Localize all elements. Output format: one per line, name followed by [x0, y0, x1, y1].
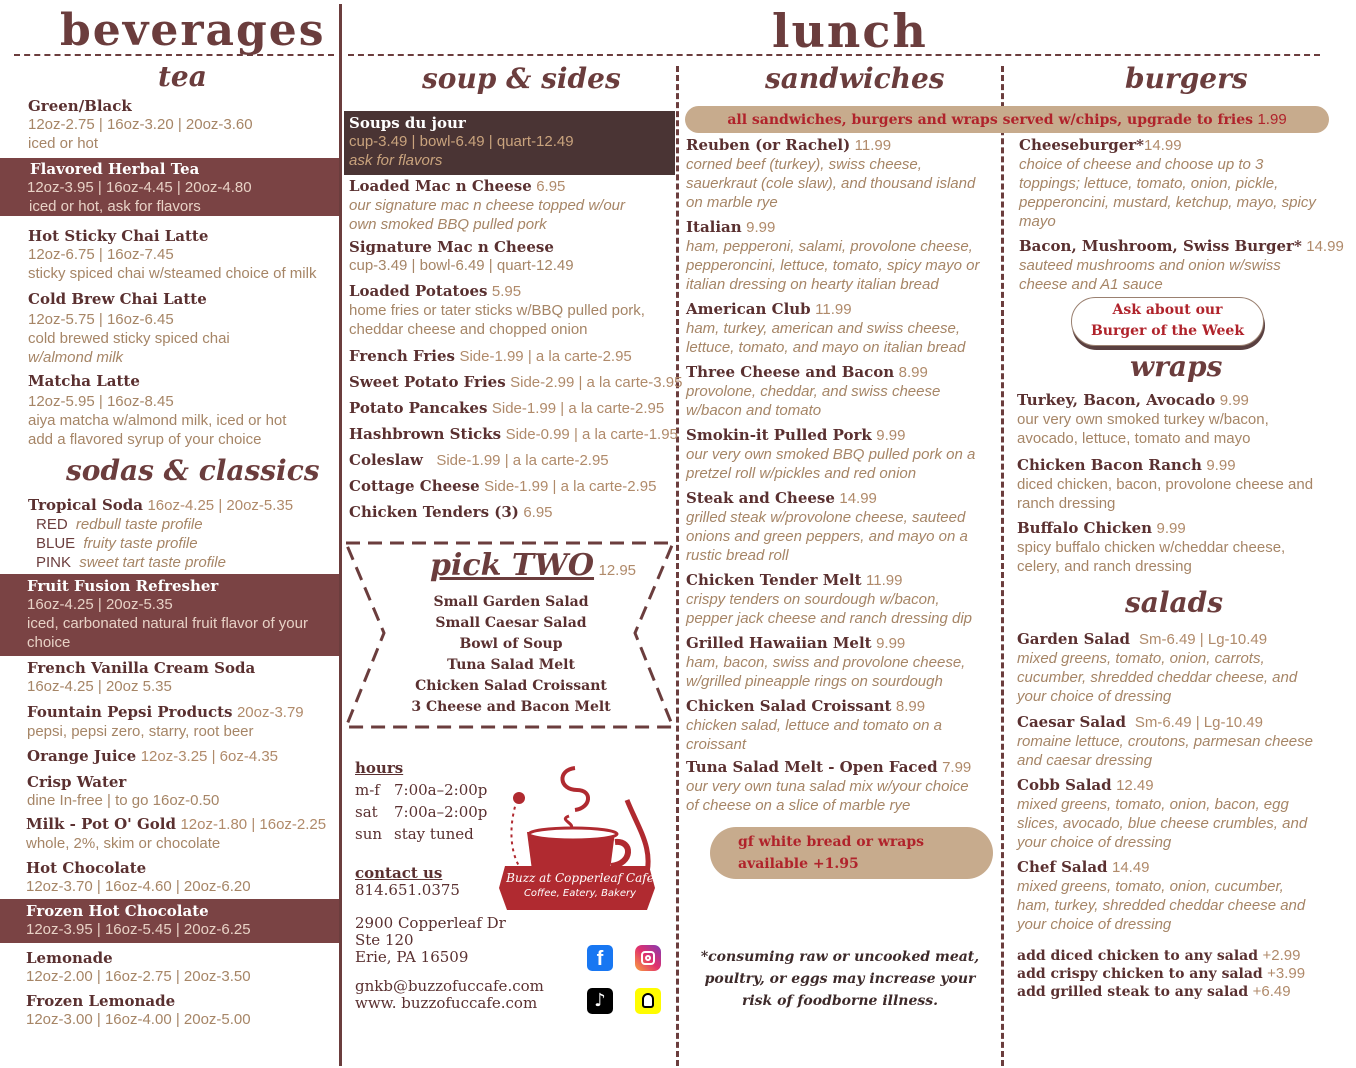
badge-line: Burger of the Week	[1090, 323, 1245, 339]
warning-line: risk of foodborne illness.	[741, 993, 938, 1009]
item-desc: our very own tuna salad mix w/your choice	[686, 778, 969, 795]
item-desc: pepperoncini, lettuce, tomato, spicy mayo or	[686, 257, 980, 274]
item-name: Cold Brew Chai Latte	[28, 290, 207, 308]
lunch-title: lunch	[772, 4, 928, 58]
menu-item-american-club	[686, 300, 965, 357]
menu-item-steak-cheese	[686, 489, 968, 565]
item-name: Buffalo Chicken	[1017, 519, 1153, 537]
pick-option: Small Caesar Salad	[435, 615, 587, 631]
item-price: 16oz-4.25 | 20oz 5.35	[27, 678, 172, 695]
hours-row: sun stay tuned	[355, 825, 474, 843]
item-price: 14.99	[1306, 238, 1344, 255]
menu-item-fruit-fusion	[0, 574, 339, 656]
item-desc: slices, avocado, blue cheese crumbles, and	[1017, 815, 1308, 832]
item-desc: crispy tenders on sourdough w/bacon,	[686, 591, 940, 608]
item-price: 12oz-1.80 | 16oz-2.25	[180, 816, 327, 833]
item-price: 6.95	[523, 504, 553, 521]
contact-website[interactable]: www. buzzofuccafe.com	[355, 994, 538, 1012]
item-price: Sm-6.49 | Lg-10.49	[1138, 631, 1268, 648]
menu-item-caesar-salad	[1017, 713, 1313, 770]
item-price: 12oz-2.00 | 16oz-2.75 | 20oz-3.50	[26, 968, 251, 985]
item-name: Reuben (or Rachel)	[686, 136, 851, 154]
item-name: Hashbrown Sticks	[349, 425, 502, 443]
menu-item-italian	[686, 218, 979, 294]
hours-row: m-f 7:00a–2:00p	[355, 781, 488, 799]
soup-sides-heading: soup & sides	[422, 62, 621, 95]
item-name: Loaded Mac n Cheese	[349, 177, 532, 195]
item-desc: chicken salad, lettuce and tomato on a	[686, 717, 942, 734]
item-name: Tuna Salad Melt - Open Faced	[686, 758, 938, 776]
item-desc: ham, pepperoni, salami, provolone cheese,	[686, 238, 973, 255]
item-desc: of cheese on a slice of marble rye	[686, 797, 911, 814]
item-name: Garden Salad	[1017, 630, 1131, 648]
soup-sandwich-divider	[676, 66, 679, 1066]
contact-title: contact us	[355, 864, 443, 882]
item-desc: cheddar cheese and chopped onion	[349, 321, 588, 338]
item-desc: pretzel roll w/pickles and red onion	[686, 465, 917, 482]
item-desc: sauteed mushrooms and onion w/swiss	[1019, 257, 1281, 274]
item-price: 16oz-4.25 | 20oz-5.35	[147, 497, 294, 514]
item-desc: iced or hot	[28, 135, 99, 152]
item-price: Side-1.99 | a la carte-2.95	[459, 348, 632, 365]
facebook-icon[interactable]: f	[587, 945, 613, 971]
menu-item-turkey-bacon-avocado	[1017, 391, 1269, 448]
item-desc: ham, turkey, american and swiss cheese,	[686, 320, 961, 337]
item-desc: add a flavored syrup of your choice	[28, 431, 262, 448]
item-name: Green/Black	[28, 97, 132, 115]
menu-item-matcha-latte	[28, 372, 286, 449]
option-desc: redbull taste profile	[75, 516, 203, 533]
menu-item-reuben	[686, 136, 975, 212]
menu-item-french-fries	[349, 347, 632, 366]
menu-item-orange-juice	[27, 747, 278, 766]
item-desc: iced, carbonated natural fruit flavor of your	[27, 615, 308, 632]
item-name: Flavored Herbal Tea	[30, 160, 200, 178]
item-price: 12oz-3.95 | 16oz-4.45 | 20oz-4.80	[27, 179, 252, 196]
menu-item-soups-du-jour	[344, 111, 675, 175]
item-name: Fountain Pepsi Products	[27, 703, 233, 721]
item-price: 8.99	[895, 698, 926, 715]
item-price: 9.99	[746, 219, 776, 236]
menu-item-chicken-tenders	[349, 503, 553, 522]
item-desc: mayo	[1019, 213, 1056, 230]
addon-row: add grilled steak to any salad +6.49	[1017, 983, 1291, 1000]
item-desc: italian dressing on hearty italian bread	[686, 276, 939, 293]
warning-line: poultry, or eggs may increase your	[704, 971, 976, 987]
item-desc: our very own smoked turkey w/bacon,	[1017, 411, 1269, 428]
addon-row: add crispy chicken to any salad +3.99	[1017, 965, 1306, 982]
item-desc: pepsi, pepsi zero, starry, root beer	[27, 723, 254, 740]
sandwich-burger-divider	[1001, 66, 1004, 1066]
item-desc: grilled steak w/provolone cheese, sauteed	[686, 509, 966, 526]
item-desc: your choice of dressing	[1017, 688, 1172, 705]
menu-item-frozen-hot-chocolate	[0, 899, 339, 943]
address-line: Ste 120	[355, 931, 414, 949]
item-name: Soups du jour	[349, 114, 466, 132]
item-price: 12oz-3.70 | 16oz-4.60 | 20oz-6.20	[26, 878, 251, 895]
item-desc: rustic bread roll	[686, 547, 789, 564]
item-name: Coleslaw	[349, 451, 423, 469]
item-name: Milk - Pot O' Gold	[26, 815, 176, 833]
menu-item-cheeseburger	[1019, 136, 1316, 231]
menu-item-vanilla-cream-soda	[27, 659, 255, 696]
item-price: 12oz-5.95 | 16oz-8.45	[28, 393, 174, 410]
item-desc: whole, 2%, skim or chocolate	[26, 835, 221, 852]
item-desc: lettuce, tomato, and mayo on italian bread	[686, 339, 966, 356]
item-name: Crisp Water	[27, 773, 127, 791]
item-name: Chicken Tender Melt	[686, 571, 862, 589]
wraps-heading: wraps	[1130, 350, 1223, 383]
sodas-heading: sodas & classics	[66, 454, 320, 487]
fries-upgrade-banner	[685, 106, 1329, 133]
item-desc: ranch dressing	[1017, 495, 1116, 512]
instagram-icon[interactable]	[635, 945, 661, 971]
address-line: Erie, PA 16509	[355, 948, 469, 966]
item-price: Side-1.99 | a la carte-2.95	[484, 478, 657, 495]
item-name: Italian	[686, 218, 742, 236]
item-desc: aiya matcha w/almond milk, iced or hot	[28, 412, 287, 429]
item-name: French Fries	[349, 347, 455, 365]
item-desc: pepperoncini, mustard, ketchup, mayo, spicy	[1019, 194, 1316, 211]
item-price: 11.99	[866, 572, 903, 589]
item-desc: corned beef (turkey), swiss cheese,	[686, 156, 922, 173]
menu-item-tropical-soda	[28, 496, 293, 572]
item-name: Cottage Cheese	[349, 477, 480, 495]
item-desc: on marble rye	[686, 194, 778, 211]
item-desc: our signature mac n cheese topped w/our	[349, 197, 625, 214]
menu-item-lemonade	[26, 949, 251, 986]
option-color: BLUE	[36, 535, 76, 552]
item-desc: sticky spiced chai w/steamed choice of milk	[28, 265, 317, 282]
item-name: French Vanilla Cream Soda	[27, 659, 256, 677]
gf-line: gf white bread or wraps	[738, 834, 925, 850]
item-desc: choice of cheese and choose up to 3	[1019, 156, 1264, 173]
menu-item-tuna-melt	[686, 758, 971, 815]
salad-addons	[1017, 947, 1305, 1001]
address-line: 2900 Copperleaf Dr	[355, 914, 506, 932]
banner-price: 1.99	[1257, 111, 1287, 128]
burger-of-week-badge	[1071, 297, 1264, 346]
contact-email[interactable]: gnkb@buzzofuccafe.com	[355, 977, 544, 995]
item-price: cup-3.49 | bowl-6.49 | quart-12.49	[349, 257, 574, 274]
item-desc: cucumber, shredded cheddar cheese, and	[1017, 669, 1298, 686]
item-name: Three Cheese and Bacon	[686, 363, 895, 381]
menu-item-buffalo-chicken	[1017, 519, 1285, 576]
item-desc: cheese and A1 sauce	[1019, 276, 1163, 293]
item-name: Loaded Potatoes	[349, 282, 488, 300]
sandwiches-heading: sandwiches	[765, 62, 945, 95]
item-price: 12oz-2.75 | 16oz-3.20 | 20oz-3.60	[28, 116, 253, 133]
item-price: Sm-6.49 | Lg-10.49	[1134, 714, 1263, 731]
item-name: Frozen Hot Chocolate	[26, 902, 209, 920]
item-name: Potato Pancakes	[349, 399, 488, 417]
item-price: 9.99	[876, 427, 906, 444]
item-desc: w/bacon and tomato	[686, 402, 822, 419]
item-price: 9.99	[1156, 520, 1186, 537]
option-color: RED	[36, 516, 68, 533]
menu-item-three-cheese	[686, 363, 940, 420]
item-name: Bacon, Mushroom, Swiss Burger*	[1019, 237, 1302, 255]
hours-row: sat 7:00a–2:00p	[355, 803, 488, 821]
menu-item-bacon-mushroom-burger	[1019, 237, 1344, 294]
item-desc: own smoked BBQ pulled pork	[349, 216, 547, 233]
menu-item-chicken-bacon-ranch	[1017, 456, 1313, 513]
option-desc: sweet tart taste profile	[79, 554, 226, 571]
pick-two-list	[380, 592, 642, 718]
addon-row: add diced chicken to any salad +2.99	[1017, 947, 1301, 964]
menu-item-cobb-salad	[1017, 776, 1307, 852]
item-name: Cobb Salad	[1017, 776, 1112, 794]
menu-item-loaded-potatoes	[349, 282, 645, 339]
snapchat-icon[interactable]	[635, 988, 661, 1014]
hours-block	[355, 757, 487, 845]
contact-phone[interactable]: 814.651.0375	[355, 881, 460, 899]
item-desc: mixed greens, tomato, onion, cucumber,	[1017, 878, 1284, 895]
menu-item-crisp-water	[27, 773, 219, 810]
item-price: Side-2.99 | a la carte-3.95	[510, 374, 683, 391]
item-price: 12oz-3.95 | 16oz-5.45 | 20oz-6.25	[26, 921, 251, 938]
pick-option: Small Garden Salad	[433, 594, 589, 610]
item-price: 20oz-3.79	[236, 704, 304, 721]
item-desc: w/grilled pineapple rings on sourdough	[686, 673, 943, 690]
menu-item-coleslaw	[349, 451, 609, 470]
gluten-free-note	[710, 827, 993, 879]
option-color: PINK	[36, 554, 72, 571]
item-desc: ham, turkey, shredded cheddar cheese and	[1017, 897, 1306, 914]
logo-tagline: Coffee, Eatery, Bakery	[523, 888, 637, 899]
item-desc: ham, bacon, swiss and provolone cheese,	[686, 654, 966, 671]
item-desc: mixed greens, tomato, onion, carrots,	[1017, 650, 1265, 667]
item-price: 16oz-4.25 | 20oz-5.35	[27, 596, 173, 613]
item-desc: w/almond milk	[28, 349, 124, 366]
item-price: 12oz-6.75 | 16oz-7.45	[28, 246, 174, 263]
item-desc: toppings; lettuce, tomato, onion, pickle,	[1019, 175, 1279, 192]
item-name: American Club	[686, 300, 811, 318]
menu-item-pepsi	[27, 703, 304, 741]
item-name: Caesar Salad	[1017, 713, 1126, 731]
item-price: 14.99	[839, 490, 877, 507]
pick-option: Tuna Salad Melt	[447, 657, 575, 673]
pick-option: 3 Cheese and Bacon Melt	[411, 699, 611, 715]
menu-item-chef-salad	[1017, 858, 1305, 934]
pick-two-title: pick TWO	[430, 548, 595, 583]
burgers-heading: burgers	[1125, 62, 1248, 95]
item-name: Chicken Bacon Ranch	[1017, 456, 1202, 474]
item-price: Side-1.99 | a la carte-2.95	[436, 452, 609, 469]
pick-option: Bowl of Soup	[459, 636, 563, 652]
item-name: Hot Sticky Chai Latte	[28, 227, 209, 245]
item-name: Chicken Tenders (3)	[349, 503, 519, 521]
soda-option-blue	[36, 534, 293, 553]
item-name: Smokin-it Pulled Pork	[686, 426, 872, 444]
menu-item-signature-mac	[349, 238, 574, 275]
item-desc: home fries or tater sticks w/BBQ pulled pork,	[349, 302, 645, 319]
gf-line: available +1.95	[738, 856, 859, 872]
menu-item-chicken-salad-croissant	[686, 697, 942, 754]
item-name: Chicken Salad Croissant	[686, 697, 892, 715]
item-price: cup-3.49 | bowl-6.49 | quart-12.49	[349, 133, 574, 150]
item-name: Tropical Soda	[28, 496, 143, 514]
item-name: Fruit Fusion Refresher	[27, 577, 219, 595]
item-desc: onions and green peppers, and mayo on a	[686, 528, 968, 545]
item-desc: avocado, lettuce, tomato and mayo	[1017, 430, 1251, 447]
item-price: 8.99	[898, 364, 928, 381]
pick-two-price: 12.95	[598, 562, 637, 579]
item-price: 9.99	[1206, 457, 1236, 474]
item-name: Matcha Latte	[28, 372, 140, 390]
item-price: 12oz-3.25 | 6oz-4.35	[140, 748, 279, 765]
item-desc: sauerkraut (cole slaw), and thousand island	[686, 175, 976, 192]
menu-item-potato-pancakes	[349, 399, 664, 418]
item-desc: cold brewed sticky spiced chai	[28, 330, 230, 347]
beverages-title: beverages	[60, 5, 326, 56]
item-price: 7.99	[942, 759, 972, 776]
menu-item-garden-salad	[1017, 630, 1297, 706]
item-desc: ask for flavors	[349, 152, 443, 169]
menu-item-hawaiian-melt	[686, 634, 965, 691]
menu-item-pulled-pork	[686, 426, 975, 483]
banner-text: all sandwiches, burgers and wraps served w/chips, upgrade to fries	[727, 112, 1254, 128]
item-name: Chef Salad	[1017, 858, 1108, 876]
item-price: 9.99	[1219, 392, 1249, 409]
soda-option-red	[36, 515, 293, 534]
item-name: Grilled Hawaiian Melt	[686, 634, 872, 652]
item-price: 14.99	[1144, 137, 1182, 154]
menu-item-chicken-tender-melt	[686, 571, 972, 628]
item-desc: pepper jack cheese and ranch dressing dip	[686, 610, 973, 627]
menu-item-milk	[26, 815, 326, 853]
item-price: 11.99	[854, 137, 892, 154]
item-price: 12.49	[1116, 777, 1154, 794]
item-desc: your choice of dressing	[1017, 916, 1172, 933]
menu-item-flavored-herbal-tea	[0, 158, 339, 216]
badge-line: Ask about our	[1112, 302, 1223, 318]
item-price: dine In-free | to go 16oz-0.50	[27, 792, 220, 809]
item-price: 12oz-5.75 | 16oz-6.45	[28, 311, 174, 328]
item-name: Orange Juice	[27, 747, 137, 765]
beverages-divider	[339, 4, 342, 1066]
item-desc: croissant	[686, 736, 747, 753]
pick-two-header	[430, 548, 636, 583]
item-desc: spicy buffalo chicken w/cheddar cheese,	[1017, 539, 1286, 556]
tea-heading: tea	[158, 60, 207, 93]
option-desc: fruity taste profile	[83, 535, 198, 552]
item-desc: choice	[27, 634, 71, 651]
menu-item-loaded-mac	[349, 177, 625, 234]
logo-name: Buzz at Copperleaf Cafe	[506, 871, 654, 885]
item-price: 11.99	[815, 301, 852, 318]
menu-item-hashbrown-sticks	[349, 425, 678, 444]
hours-title: hours	[355, 759, 404, 777]
menu-item-hot-sticky-chai	[28, 227, 316, 283]
menu-item-green-black	[28, 97, 253, 153]
item-name: Frozen Lemonade	[26, 992, 176, 1010]
item-desc: diced chicken, bacon, provolone cheese and	[1017, 476, 1314, 493]
item-price: 9.99	[876, 635, 906, 652]
item-name: Cheeseburger*	[1019, 136, 1144, 154]
item-price: 12oz-3.00 | 16oz-4.00 | 20oz-5.00	[26, 1011, 251, 1028]
food-safety-warning	[690, 946, 990, 1012]
item-name: Lemonade	[26, 949, 113, 967]
menu-item-sweet-potato-fries	[349, 373, 682, 392]
item-name: Turkey, Bacon, Avocado	[1017, 391, 1216, 409]
item-desc: celery, and ranch dressing	[1017, 558, 1192, 575]
menu-item-hot-chocolate	[26, 859, 251, 896]
item-price: 6.95	[536, 178, 566, 195]
item-desc: your choice of dressing	[1017, 834, 1172, 851]
item-name: Sweet Potato Fries	[349, 373, 506, 391]
item-desc: romaine lettuce, croutons, parmesan cheese	[1017, 733, 1313, 750]
item-price: Side-0.99 | a la carte-1.95	[505, 426, 678, 443]
pick-option: Chicken Salad Croissant	[415, 678, 607, 694]
item-desc: mixed greens, tomato, onion, bacon, egg	[1017, 796, 1289, 813]
item-desc: our very own smoked BBQ pulled pork on a	[686, 446, 976, 463]
item-name: Hot Chocolate	[26, 859, 147, 877]
menu-item-cottage-cheese	[349, 477, 657, 496]
item-name: Steak and Cheese	[686, 489, 835, 507]
item-desc: and caesar dressing	[1017, 752, 1153, 769]
item-price: 14.49	[1111, 859, 1150, 876]
warning-line: *consuming raw or uncooked meat,	[700, 949, 980, 965]
item-name: Signature Mac n Cheese	[349, 238, 554, 256]
soda-option-pink	[36, 553, 293, 572]
tiktok-icon[interactable]: ♪	[587, 988, 613, 1014]
item-price: 5.95	[491, 283, 522, 300]
item-price: Side-1.99 | a la carte-2.95	[491, 400, 665, 417]
menu-item-frozen-lemonade	[26, 992, 251, 1029]
salads-heading: salads	[1125, 586, 1224, 619]
item-desc: provolone, cheddar, and swiss cheese	[686, 383, 941, 400]
menu-item-cold-brew-chai	[28, 290, 230, 367]
item-desc: iced or hot, ask for flavors	[29, 198, 201, 215]
